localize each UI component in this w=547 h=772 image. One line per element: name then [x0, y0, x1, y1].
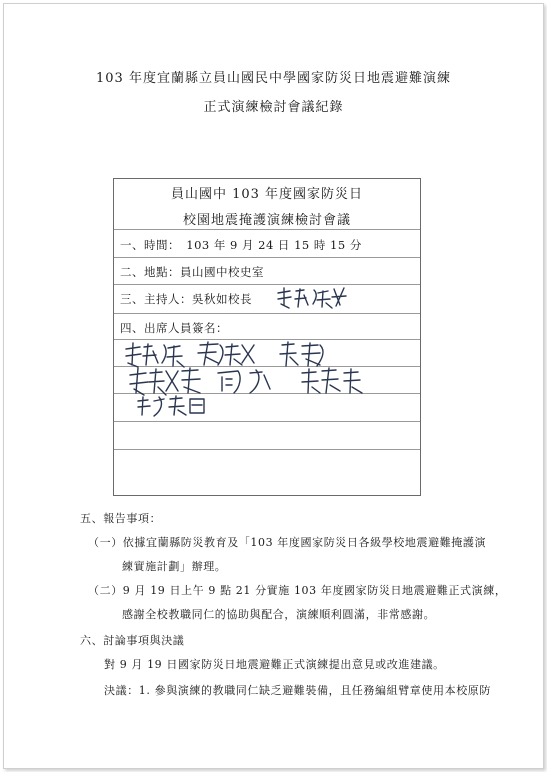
attendee-signatures-row3 — [134, 393, 224, 421]
resolution-text: 決議：1. 參與演練的教職同仁缺乏避難裝備，且任務編組臂章使用本校原防 — [104, 684, 491, 697]
form-rule — [114, 284, 420, 285]
document-title: 103 年度宜蘭縣立員山國民中學國家防災日地震避難演練 — [96, 71, 451, 86]
form-rule — [114, 229, 420, 230]
form-row-place: 二、地點：員山國中校史室 — [120, 265, 264, 279]
discuss-text: 對 9 月 19 日國家防災日地震避難正式演練提出意見或改進建議。 — [104, 658, 445, 671]
form-rule — [114, 421, 420, 422]
form-rule — [114, 313, 420, 314]
form-heading-line1: 員山國中 103 年度國家防災日 — [170, 187, 364, 202]
document-subtitle: 正式演練檢討會議紀錄 — [203, 100, 344, 115]
form-row-attendees: 四、出席人員簽名： — [120, 321, 228, 335]
form-row-host: 三、主持人：吳秋如校長 — [120, 292, 252, 306]
form-row-time: 一、時間： 103 年 9 月 24 日 15 時 15 分 — [120, 238, 362, 252]
report-item2-line2: 感謝全校教職同仁的協助與配合，演練順利圓滿，非常感謝。 — [122, 608, 436, 621]
sign-in-form — [113, 178, 421, 496]
form-heading-line2: 校園地震掩護演練檢討會議 — [182, 213, 351, 228]
section-discuss-heading: 六、討論事項與決議 — [80, 634, 185, 647]
form-rule — [114, 257, 420, 258]
report-item2-line1: （二）9 月 19 日上午 9 點 21 分實施 103 年度國家防災日地震避難正式演練， — [88, 584, 507, 597]
report-item1-line1: （一）依據宜蘭縣防災教育及「103 年度國家防災日各級學校地震避難掩護演 — [88, 536, 487, 549]
form-rule — [114, 449, 420, 450]
host-signature — [274, 285, 349, 311]
section-report-heading: 五、報告事項： — [80, 512, 162, 525]
report-item1-line2: 練實施計劃」辦理。 — [122, 560, 227, 573]
